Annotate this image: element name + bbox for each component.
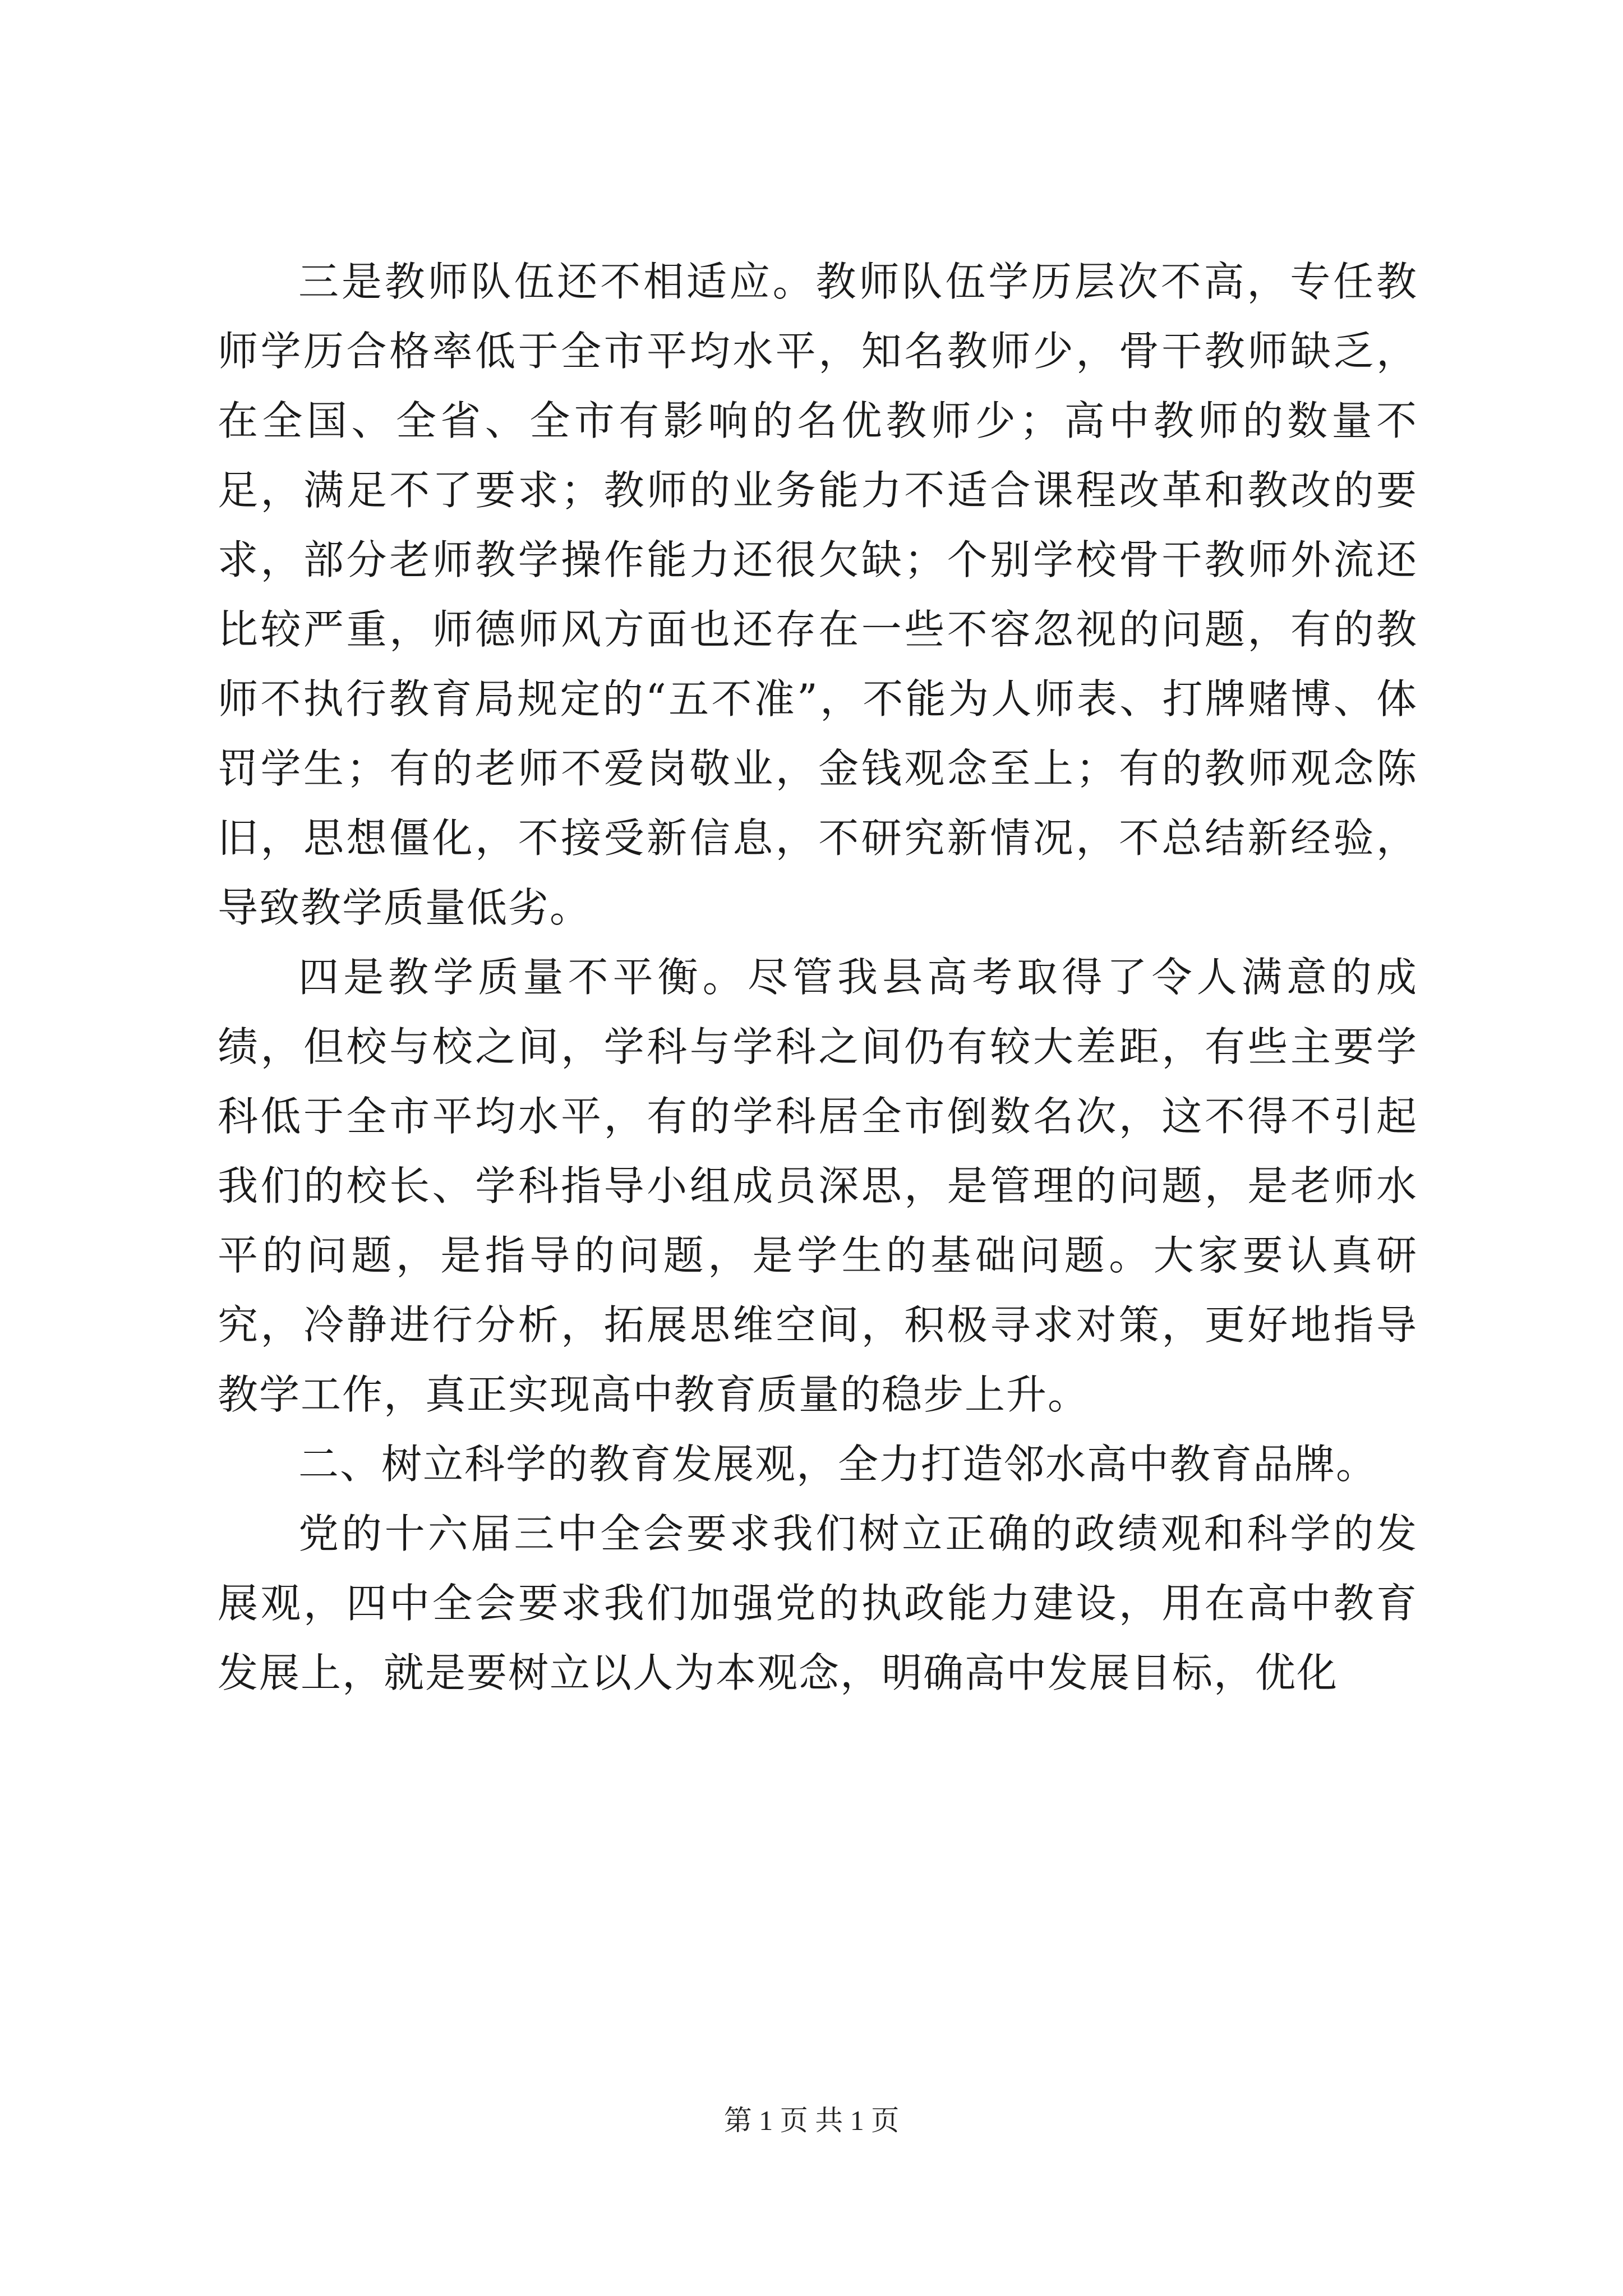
section-heading-two: 二、树立科学的教育发展观，全力打造邻水高中教育品牌。 [298,1441,1378,1488]
document-body [218,247,1418,1708]
paragraph-party-congress: 党的十六届三中全会要求我们树立正确的政绩观和科学的发展观，四中全会要求我们加强党的执政能力建设，用在高中教育发展上，就是要树立以人为本观念，明确高中发展目标，优化 [218,1510,1418,1696]
paragraph-teaching-quality: 四是教学质量不平衡。尽管我县高考取得了令人满意的成绩，但校与校之间，学科与学科之间仍有较大差距，有些主要学科低于全市平均水平，有的学科居全市倒数名次，这不得不引起我们的校长、学科指导小组成员深思，是管理的问题，是老师水平的问题，是指导的问题，是学生的基础问题。大家要认真研究，冷静进行分析，拓展思维空间，积极寻求对策，更好地指导教学工作，真正实现高中教育质量的稳步上升。 [218,954,1418,1418]
page-footer: 第 1 页 共 1 页 [723,2105,900,2136]
paragraph-teacher-team: 三是教师队伍还不相适应。教师队伍学历层次不高，专任教师学历合格率低于全市平均水平，知名教师少，骨干教师缺乏，在全国、全省、全市有影响的名优教师少；高中教师的数量不足，满足不了要求；教师的业务能力不适合课程改革和教改的要求，部分老师教学操作能力还很欠缺；个别学校骨干教师外流还比较严重，师德师风方面也还存在一些不容忽视的问题，有的教师不执行教育局规定的“五不准”，不能为人师表、打牌赌博、体罚学生；有的老师不爱岗敬业，金钱观念至上；有的教师观念陈旧，思想僵化，不接受新信息，不研究新情况，不总结新经验，导致教学质量低劣。 [218,258,1418,931]
